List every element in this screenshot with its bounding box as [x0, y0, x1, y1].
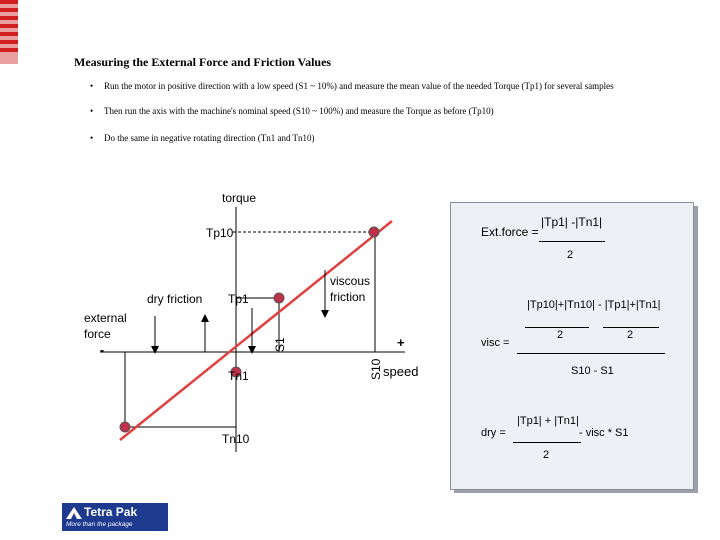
- tp10-label: Tp10: [206, 226, 234, 240]
- dry-numerator: |Tp1| + |Tn1|: [517, 415, 579, 427]
- tn10-label: Tn10: [222, 432, 250, 446]
- visc-numerator: |Tp10|+|Tn10| - |Tp1|+|Tn1|: [527, 299, 661, 311]
- ext-force-fraction-bar: [539, 241, 605, 242]
- bullet-dot: •: [90, 133, 94, 143]
- bullet-text: Then run the axis with the machine's nominal speed (S10 ~ 100%) and measure the Torque as before (Tp10): [104, 106, 494, 116]
- visc-sub-bar-right: [603, 327, 659, 328]
- tetra-pak-logo: [62, 503, 168, 531]
- visc-fraction-bar: [517, 353, 665, 354]
- external-force-arrowhead: [151, 346, 159, 354]
- visc-denominator: S10 - S1: [571, 365, 614, 377]
- formula-panel: [450, 202, 694, 490]
- visc-label: visc =: [481, 337, 510, 349]
- plus-sign: +: [397, 335, 405, 350]
- bullet-dot: •: [90, 81, 94, 91]
- tp1-label: Tp1: [228, 292, 249, 306]
- tn1-label: Tn1: [228, 369, 249, 383]
- visc-sub-denominator-left: 2: [557, 329, 564, 341]
- torque-axis-label: torque: [222, 191, 257, 205]
- dry-friction-arrowhead: [201, 314, 209, 322]
- viscous-friction-label-1: viscous: [330, 274, 371, 288]
- friction-line: [120, 221, 392, 440]
- external-force-label-1: external: [84, 311, 127, 325]
- dry-friction-label: dry friction: [147, 292, 203, 306]
- slide-title: Measuring the External Force and Friction Values: [74, 55, 332, 69]
- tetra-pak-logo-icon: [66, 506, 82, 520]
- bullet-text: Run the motor in positive direction with a low speed (S1 ~ 10%) and measure the mean value of the needed Torque (Tp1) for several samples: [104, 81, 614, 91]
- s10-label: S10: [369, 358, 383, 380]
- tn10-marker: [120, 422, 130, 432]
- dry-tail: - visc * S1: [579, 427, 629, 439]
- ext-force-denominator: 2: [567, 249, 574, 261]
- dry-denominator: 2: [543, 449, 550, 461]
- bullet-text: Do the same in negative rotating direction (Tn1 and Tn10): [104, 133, 315, 143]
- dry-friction-arrowhead-right: [248, 346, 256, 354]
- minus-sign: -: [100, 343, 104, 357]
- bullet-dot: •: [90, 106, 94, 116]
- visc-sub-denominator-right: 2: [627, 329, 634, 341]
- viscous-friction-arrowhead: [321, 310, 329, 318]
- logo-slogan: More than the package: [66, 521, 133, 528]
- tp10-marker: [369, 227, 379, 237]
- tp1-marker: [274, 293, 284, 303]
- external-force-label-2: force: [84, 327, 111, 341]
- visc-sub-bar-left: [525, 327, 589, 328]
- logo-name: Tetra Pak: [84, 505, 138, 519]
- ext-force-label: Ext.force =: [481, 225, 539, 239]
- s1-label: S1: [273, 337, 287, 352]
- viscous-friction-label-2: friction: [330, 290, 366, 304]
- speed-axis-label: speed: [383, 364, 419, 379]
- dry-fraction-bar: [513, 442, 581, 443]
- ext-force-numerator: |Tp1| -|Tn1|: [541, 215, 603, 229]
- dry-label: dry =: [481, 427, 506, 439]
